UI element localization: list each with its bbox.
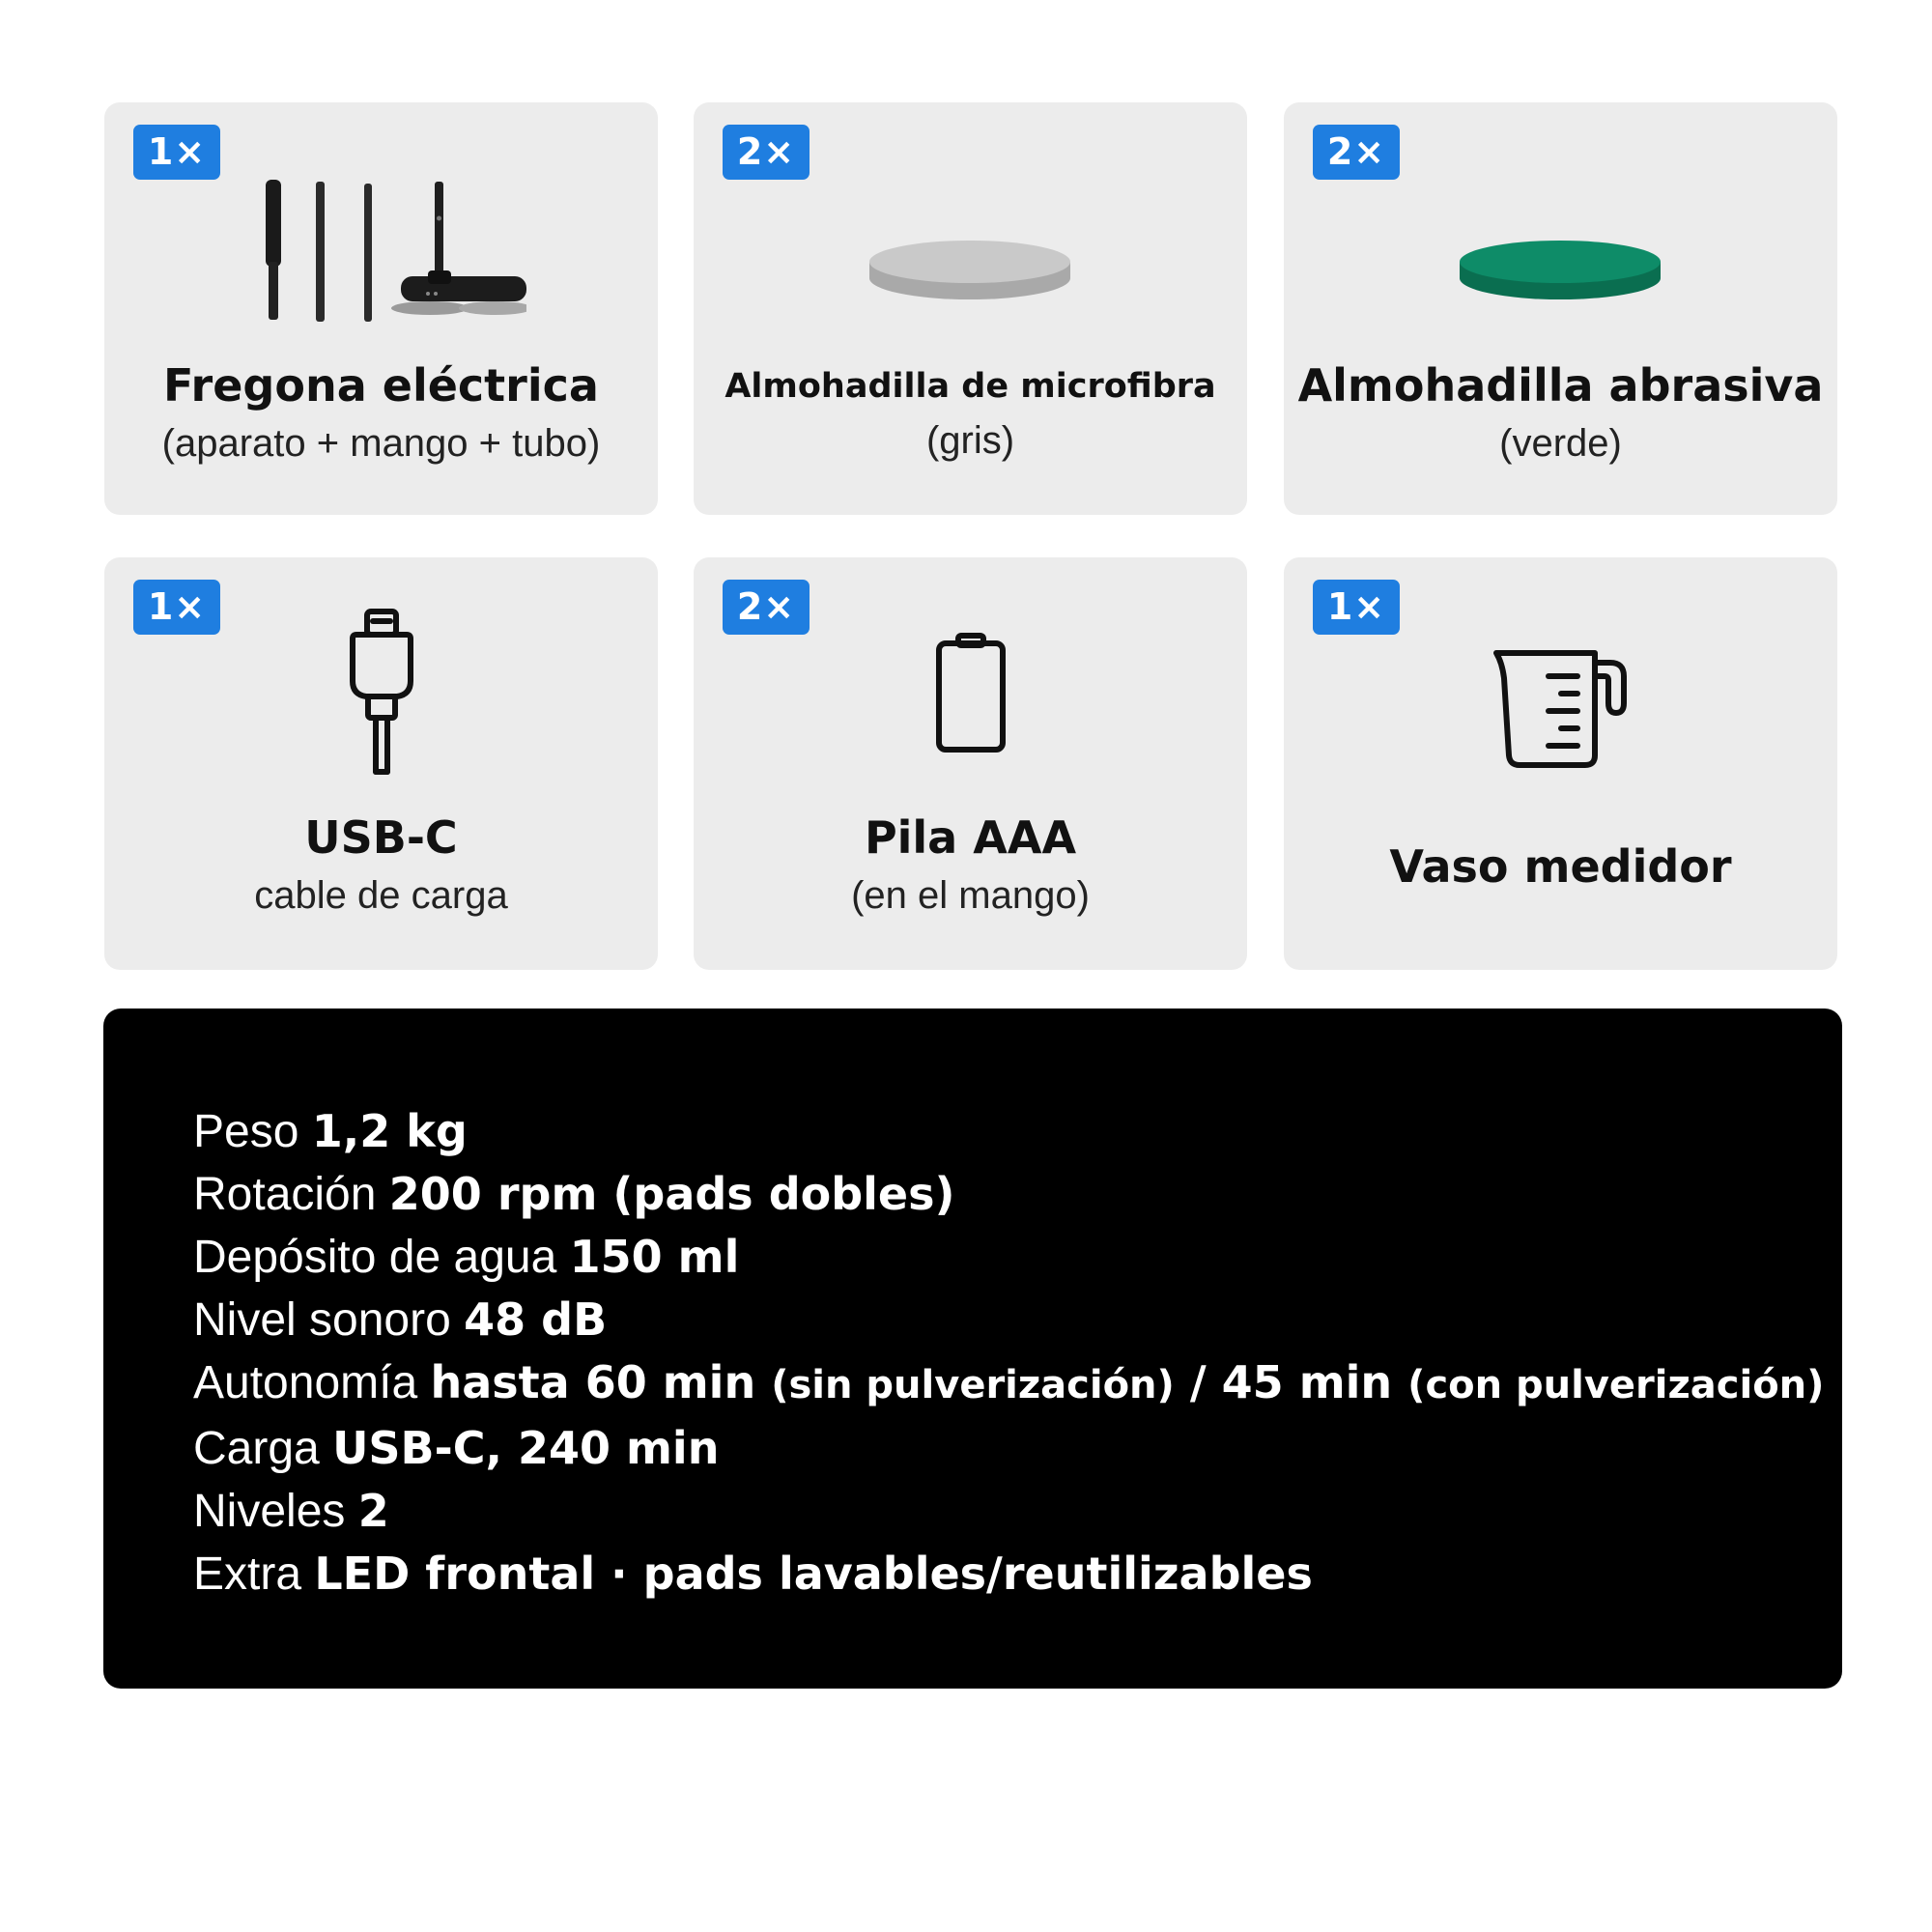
quantity-badge: 1×: [133, 125, 220, 180]
item-subtitle: (en el mango): [851, 874, 1090, 917]
spec-row-weight: [193, 1100, 1842, 1163]
spec-label: Carga: [193, 1423, 320, 1474]
item-title: Vaso medidor: [1389, 840, 1732, 893]
spec-value: 150 ml: [569, 1231, 740, 1283]
spec-row-noise: [193, 1289, 1842, 1351]
measuring-cup-icon: [1284, 639, 1837, 775]
spec-row-levels: [193, 1480, 1842, 1543]
spec-value: [431, 1356, 1825, 1408]
spec-label: Niveles: [193, 1486, 346, 1537]
spec-label: Peso: [193, 1106, 299, 1157]
item-card-microfiber-pad: [694, 102, 1247, 515]
specs-panel: [103, 1009, 1842, 1689]
quantity-badge: 2×: [723, 125, 810, 180]
item-title: Almohadilla abrasiva: [1297, 359, 1824, 412]
item-subtitle: cable de carga: [254, 874, 508, 917]
spec-value-part: hasta 60 min: [430, 1356, 756, 1408]
item-subtitle: (aparato + mango + tubo): [161, 422, 601, 465]
spec-value: 200 rpm (pads dobles): [388, 1168, 955, 1220]
spec-label: Nivel sonoro: [193, 1294, 451, 1346]
spec-value: 48 dB: [464, 1293, 608, 1346]
spec-row-autonomy: [193, 1351, 1842, 1417]
spec-value: LED frontal · pads lavables/reutilizables: [314, 1548, 1313, 1600]
usb-c-cable-icon: [104, 606, 658, 780]
spec-value-part: / 45 min: [1189, 1356, 1393, 1408]
quantity-badge: 1×: [133, 580, 220, 635]
spec-value-note: (con pulverización): [1407, 1363, 1825, 1407]
item-subtitle: (verde): [1499, 422, 1622, 465]
item-title: Almohadilla de microfibra: [724, 367, 1216, 406]
item-card-usb-c: [104, 557, 658, 970]
item-card-battery: [694, 557, 1247, 970]
battery-icon: [694, 630, 1247, 755]
quantity-badge: 2×: [723, 580, 810, 635]
item-card-measuring-cup: [1284, 557, 1837, 970]
spec-label: Depósito de agua: [193, 1232, 557, 1283]
spec-row-rotation: [193, 1163, 1842, 1226]
item-title: Pila AAA: [864, 811, 1077, 864]
spec-value-note: (sin pulverización): [771, 1363, 1175, 1407]
quantity-badge: 2×: [1313, 125, 1400, 180]
green-pad-icon: [1284, 228, 1837, 315]
item-subtitle: (gris): [925, 419, 1015, 462]
quantity-badge: 1×: [1313, 580, 1400, 635]
electric-mop-icon: [104, 170, 658, 329]
item-title: USB-C: [304, 811, 458, 864]
spec-label: Extra: [193, 1548, 302, 1600]
spec-row-charging: [193, 1417, 1842, 1480]
spec-row-extra: [193, 1543, 1842, 1605]
item-card-mop: [104, 102, 658, 515]
grey-pad-icon: [694, 228, 1247, 315]
spec-label: Rotación: [193, 1169, 377, 1220]
spec-row-water-tank: [193, 1226, 1842, 1289]
spec-value: 2: [357, 1485, 389, 1537]
item-card-abrasive-pad: [1284, 102, 1837, 515]
spec-value: USB-C, 240 min: [332, 1422, 720, 1474]
item-title: Fregona eléctrica: [163, 359, 599, 412]
spec-value: 1,2 kg: [311, 1105, 468, 1157]
spec-label: Autonomía: [193, 1357, 418, 1408]
